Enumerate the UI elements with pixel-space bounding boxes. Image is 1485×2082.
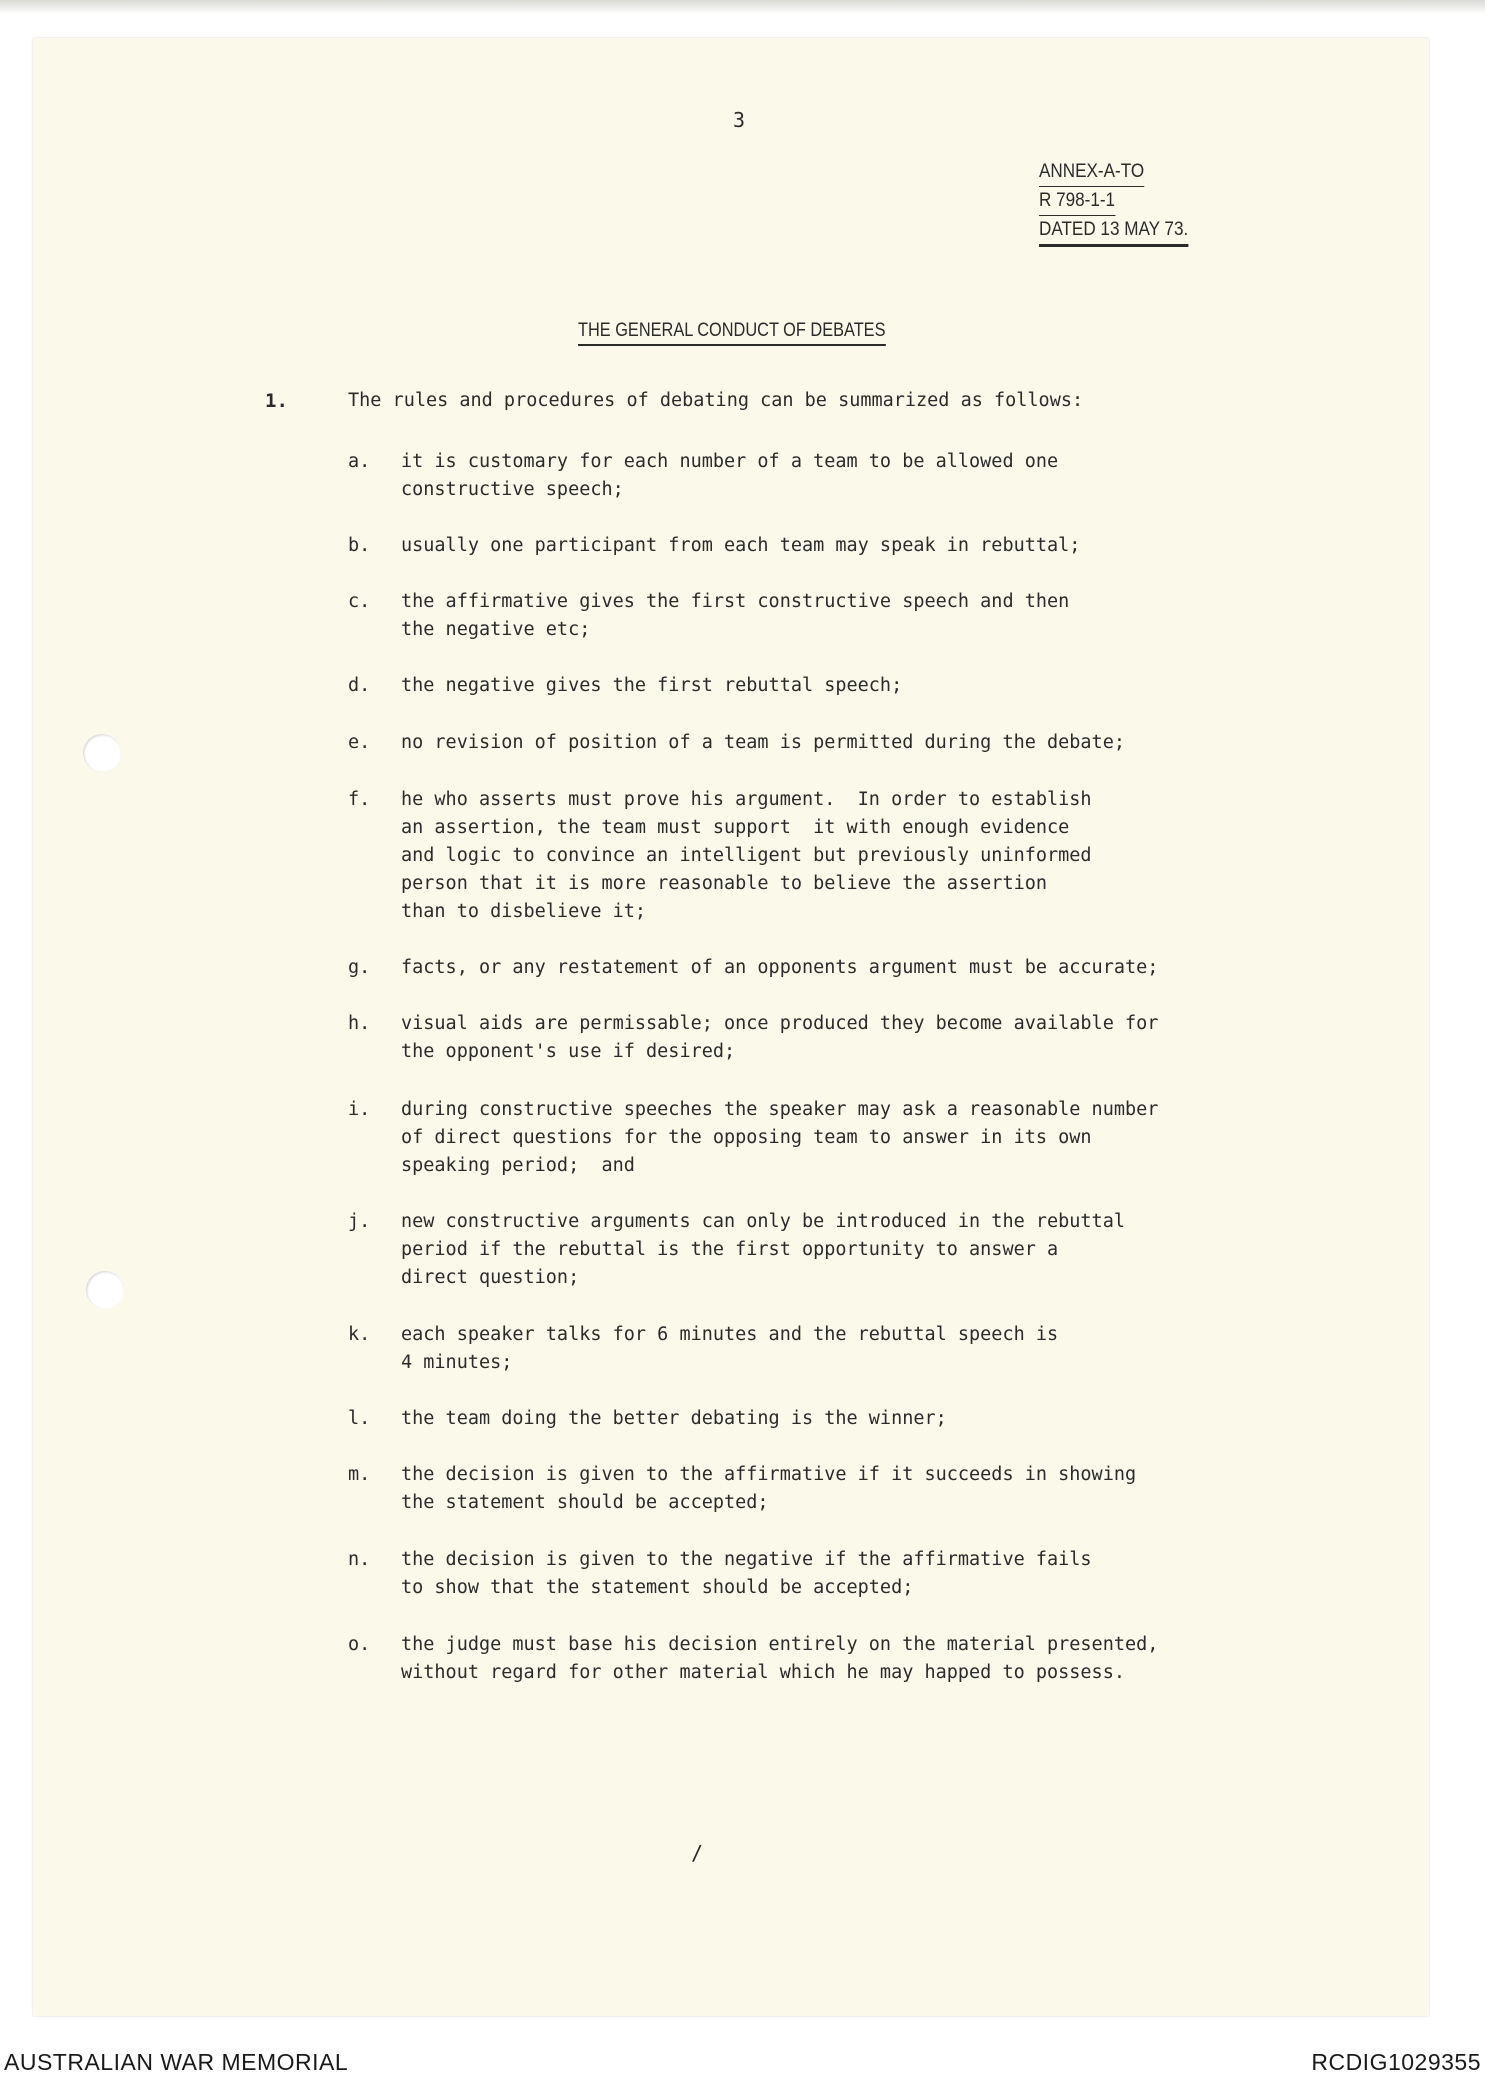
list-item-text: the decision is given to the affirmative if it succeeds in showing the statement should be accepted; bbox=[401, 1464, 1137, 1513]
list-item-text: the negative gives the first rebuttal speech; bbox=[401, 675, 903, 696]
list-item-letter: h. bbox=[348, 1013, 371, 1034]
list-item-letter: n. bbox=[348, 1549, 371, 1570]
annex-line-3: DATED 13 MAY 73. bbox=[1039, 216, 1188, 247]
list-item-letter: j. bbox=[348, 1211, 371, 1232]
list-item-text: during constructive speeches the speaker may ask a reasonable number of direct questions for the opposing team to answer in its own speaking period; and bbox=[401, 1099, 1159, 1176]
list-item-text: new constructive arguments can only be introduced in the rebuttal period if the rebuttal is the first opportunity to answer a direct question; bbox=[401, 1211, 1125, 1288]
annex-line-2: R 798-1-1 bbox=[1039, 187, 1115, 216]
list-item-letter: e. bbox=[348, 732, 371, 753]
paragraph-number: 1. bbox=[265, 390, 288, 412]
punch-hole-lower bbox=[86, 1271, 124, 1309]
list-item-text: facts, or any restatement of an opponents argument must be accurate; bbox=[401, 957, 1159, 978]
punch-hole-upper bbox=[83, 734, 121, 772]
list-item-letter: c. bbox=[348, 591, 371, 612]
stray-pen-mark: / bbox=[691, 1841, 704, 1865]
list-item-letter: i. bbox=[348, 1099, 371, 1120]
list-item-letter: f. bbox=[348, 789, 371, 810]
list-item-text: the team doing the better debating is the winner; bbox=[401, 1408, 947, 1429]
page-number: 3 bbox=[733, 108, 746, 132]
list-item-letter: a. bbox=[348, 451, 371, 472]
document-title: THE GENERAL CONDUCT OF DEBATES bbox=[578, 320, 885, 346]
list-item-text: the affirmative gives the first constructive speech and then the negative etc; bbox=[401, 591, 1070, 640]
list-item-letter: k. bbox=[348, 1324, 371, 1345]
list-item-letter: m. bbox=[348, 1464, 371, 1485]
list-item-text: usually one participant from each team may speak in rebuttal; bbox=[401, 535, 1081, 556]
list-item-text: no revision of position of a team is permitted during the debate; bbox=[401, 732, 1125, 753]
footer-record-id: RCDIG1029355 bbox=[1311, 2049, 1481, 2075]
list-item-letter: g. bbox=[348, 957, 371, 978]
footer-institution: AUSTRALIAN WAR MEMORIAL bbox=[4, 2049, 349, 2075]
list-item-letter: b. bbox=[348, 535, 371, 556]
list-item-letter: o. bbox=[348, 1634, 371, 1655]
paragraph-intro: The rules and procedures of debating can be summarized as follows: bbox=[348, 390, 1084, 411]
list-item-text: he who asserts must prove his argument. In order to establish an assertion, the team must support it with enough evidence and logic to convince an intelligent but previously uninformed person that it is more reasonable to believe the assertion than to disbelieve it; bbox=[401, 789, 1092, 922]
list-item-text: each speaker talks for 6 minutes and the rebuttal speech is 4 minutes; bbox=[401, 1324, 1059, 1373]
document-page bbox=[33, 38, 1429, 2016]
list-item-text: it is customary for each number of a team to be allowed one constructive speech; bbox=[401, 451, 1059, 500]
list-item-text: visual aids are permissable; once produced they become available for the opponent's use if desired; bbox=[401, 1013, 1159, 1062]
list-item-letter: l. bbox=[348, 1408, 371, 1429]
scan-top-edge bbox=[0, 0, 1485, 14]
list-item-text: the decision is given to the negative if the affirmative fails to show that the statement should be accepted; bbox=[401, 1549, 1092, 1598]
list-item-letter: d. bbox=[348, 675, 371, 696]
list-item-text: the judge must base his decision entirely on the material presented, without regard for other material which he may happed to possess. bbox=[401, 1634, 1159, 1683]
annex-line-1: ANNEX-A-TO bbox=[1039, 158, 1144, 187]
annex-reference-block bbox=[1039, 158, 1205, 247]
